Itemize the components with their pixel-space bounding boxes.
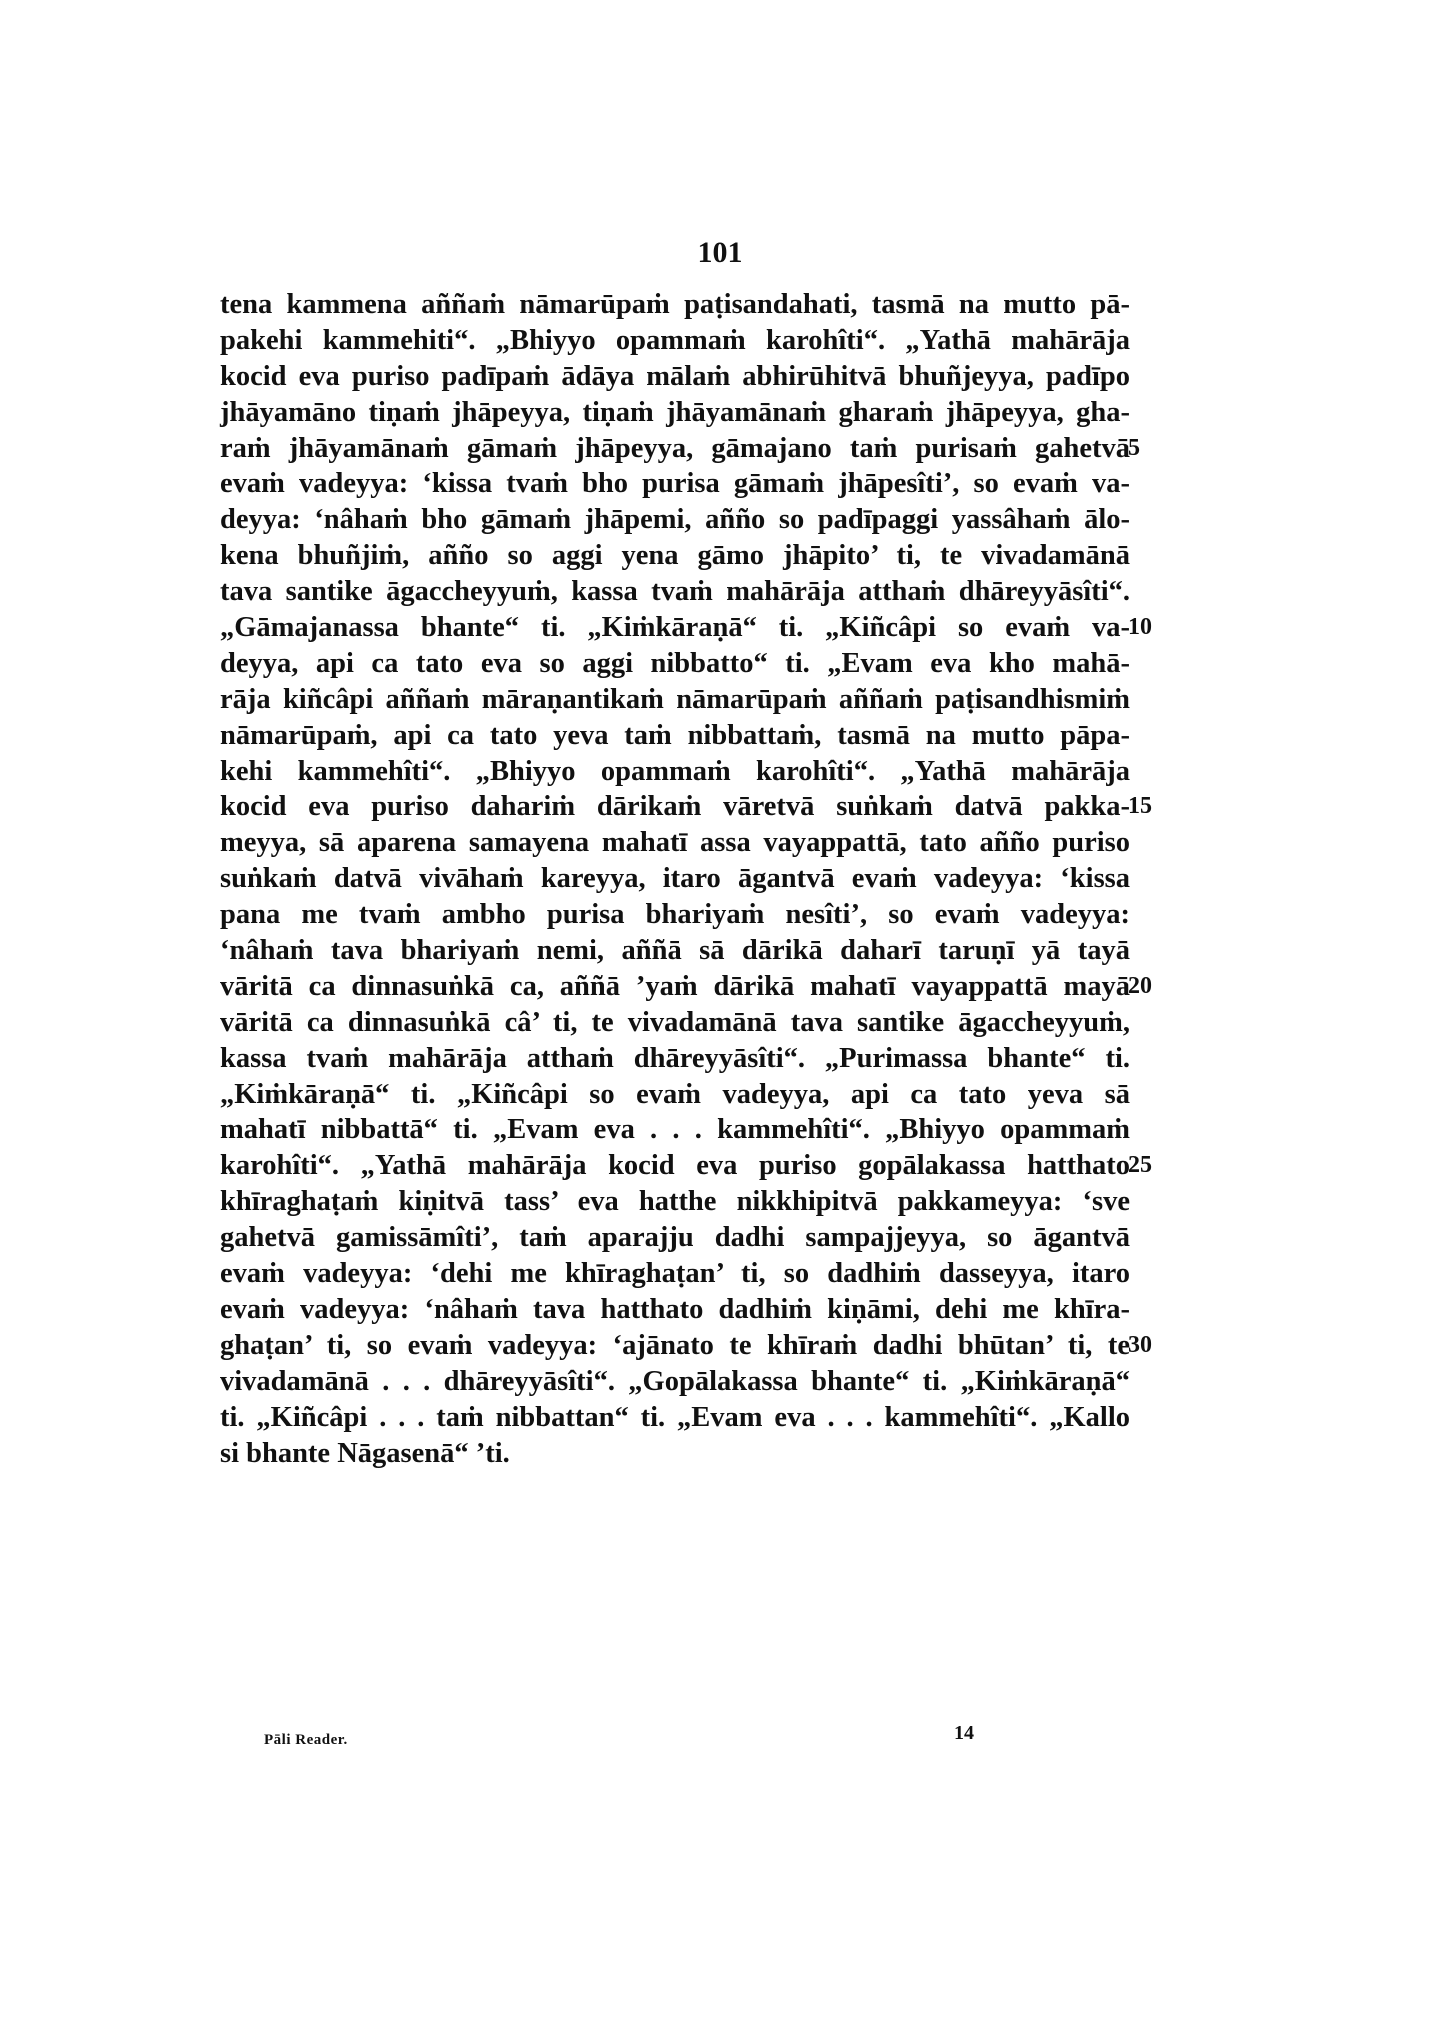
line-text: evaṁ vadeyya: ‘dehi me khīraghaṭan’ ti, so dadhiṁ dasseyya, itaro xyxy=(220,1258,1130,1290)
text-line xyxy=(220,538,1140,574)
signature-mark: 14 xyxy=(954,1722,974,1744)
text-line xyxy=(220,789,1152,825)
text-line xyxy=(220,323,1140,359)
text-line xyxy=(220,431,1140,467)
line-text: ghaṭan’ ti, so evaṁ vadeyya: ‘ajānato te khīraṁ dadhi bhūtan’ ti, te xyxy=(220,1329,1130,1361)
text-line xyxy=(220,359,1140,395)
text-line xyxy=(220,1041,1140,1077)
text-line xyxy=(220,287,1140,323)
line-text: kocid eva puriso dahariṁ dārikaṁ vāretvā suṅkaṁ datvā pakka- xyxy=(220,791,1130,823)
line-text: vivadamānā . . . dhāreyyāsîti“. „Gopālakassa bhante“ ti. „Kiṁkāraṇā“ xyxy=(220,1365,1130,1397)
line-number: 15 xyxy=(1128,793,1152,820)
text-line xyxy=(220,574,1140,610)
text-line xyxy=(220,861,1140,897)
text-line xyxy=(220,1112,1140,1148)
text-line xyxy=(220,897,1140,933)
text-line xyxy=(220,933,1140,969)
line-text: deyya: ‘nâhaṁ bho gāmaṁ jhāpemi, añño so padīpaggi yassâhaṁ ālo- xyxy=(220,504,1130,536)
line-text: deyya, api ca tato eva so aggi nibbatto“ ti. „Evam eva kho mahā- xyxy=(220,647,1130,679)
text-line xyxy=(220,825,1140,861)
line-number: 20 xyxy=(1128,972,1152,999)
line-text: evaṁ vadeyya: ‘nâhaṁ tava hatthato dadhiṁ kiṇāmi, dehi me khīra- xyxy=(220,1293,1130,1325)
text-line xyxy=(220,1436,1140,1472)
line-text: kena bhuñjiṁ, añño so aggi yena gāmo jhāpito’ ti, te vivadamānā xyxy=(220,540,1130,572)
line-text: evaṁ vadeyya: ‘kissa tvaṁ bho purisa gāmaṁ jhāpesîti’, so evaṁ va- xyxy=(220,468,1130,500)
line-text: vāritā ca dinnasuṅkā ca, aññā ’yaṁ dārikā mahatī vayappattā mayā xyxy=(220,970,1130,1002)
text-line xyxy=(220,1220,1140,1256)
text-line xyxy=(220,502,1140,538)
text-line xyxy=(220,969,1152,1005)
text-line xyxy=(220,682,1140,718)
line-number: 10 xyxy=(1128,614,1152,641)
text-line xyxy=(220,610,1152,646)
line-text: khīraghaṭaṁ kiṇitvā tass’ eva hatthe nikkhipitvā pakkameyya: ‘sve xyxy=(220,1186,1130,1218)
line-number: 25 xyxy=(1128,1152,1152,1179)
line-text: kehi kammehîti“. „Bhiyyo opammaṁ karohîti“. „Yathā mahārāja xyxy=(220,755,1130,787)
line-text: kassa tvaṁ mahārāja atthaṁ dhāreyyāsîti“. „Purimassa bhante“ ti. xyxy=(220,1042,1130,1074)
line-text: vāritā ca dinnasuṅkā câ’ ti, te vivadamānā tava santike āgaccheyyuṁ, xyxy=(220,1006,1130,1038)
line-text: ti. „Kiñcâpi . . . taṁ nibbattan“ ti. „Evam eva . . . kammehîti“. „Kallo xyxy=(220,1401,1130,1433)
line-text: pakehi kammehiti“. „Bhiyyo opammaṁ karohîti“. „Yathā mahārāja xyxy=(220,324,1130,356)
text-line xyxy=(220,718,1140,754)
line-text: raṁ jhāyamānaṁ gāmaṁ jhāpeyya, gāmajano taṁ purisaṁ gahetvā xyxy=(220,432,1130,464)
text-line xyxy=(220,1400,1140,1436)
text-line xyxy=(220,1077,1140,1113)
line-text: tena kammena aññaṁ nāmarūpaṁ paṭisandahati, tasmā na mutto pā- xyxy=(220,289,1130,320)
text-line xyxy=(220,1256,1140,1292)
text-line xyxy=(220,1148,1152,1184)
line-text: suṅkaṁ datvā vivāhaṁ kareyya, itaro āgantvā evaṁ vadeyya: ‘kissa xyxy=(220,863,1130,895)
text-line xyxy=(220,1328,1152,1364)
text-line xyxy=(220,1364,1140,1400)
text-line xyxy=(220,646,1140,682)
line-number: 30 xyxy=(1128,1331,1152,1358)
line-text: rāja kiñcâpi aññaṁ māraṇantikaṁ nāmarūpaṁ aññaṁ paṭisandhismiṁ xyxy=(220,683,1130,715)
line-text: pana me tvaṁ ambho purisa bhariyaṁ nesîti’, so evaṁ vadeyya: xyxy=(220,899,1130,931)
line-number: 5 xyxy=(1128,434,1140,461)
page-number: 101 xyxy=(697,236,743,269)
line-text: mahatī nibbattā“ ti. „Evam eva . . . kammehîti“. „Bhiyyo opammaṁ xyxy=(220,1114,1130,1146)
line-text: „Gāmajanassa bhante“ ti. „Kiṁkāraṇā“ ti. „Kiñcâpi so evaṁ va- xyxy=(220,612,1130,644)
line-text: kocid eva puriso padīpaṁ ādāya mālaṁ abhirūhitvā bhuñjeyya, padīpo xyxy=(220,360,1130,392)
text-line xyxy=(220,1292,1140,1328)
line-text: gahetvā gamissāmîti’, taṁ aparajju dadhi sampajjeyya, so āgantvā xyxy=(220,1222,1130,1254)
line-text: „Kiṁkāraṇā“ ti. „Kiñcâpi so evaṁ vadeyya, api ca tato yeva sā xyxy=(220,1078,1130,1110)
line-text: meyya, sā aparena samayena mahatī assa vayappattā, tato añño puriso xyxy=(220,827,1130,859)
line-text: jhāyamāno tiṇaṁ jhāpeyya, tiṇaṁ jhāyamānaṁ gharaṁ jhāpeyya, gha- xyxy=(220,396,1130,428)
line-text: si bhante Nāgasenā“ ’ti. xyxy=(220,1437,510,1469)
text-line xyxy=(220,395,1140,431)
line-text: nāmarūpaṁ, api ca tato yeva taṁ nibbattaṁ, tasmā na mutto pāpa- xyxy=(220,719,1130,751)
text-line xyxy=(220,754,1140,790)
line-text: ‘nâhaṁ tava bhariyaṁ nemi, aññā sā dārikā daharī taruṇī yā tayā xyxy=(220,935,1130,967)
text-line xyxy=(220,1005,1140,1041)
line-text: tava santike āgaccheyyuṁ, kassa tvaṁ mahārāja atthaṁ dhāreyyāsîti“. xyxy=(220,576,1130,608)
footer-book-title: Pāli Reader. xyxy=(264,1732,348,1748)
body-text xyxy=(220,287,1152,1471)
text-line xyxy=(220,1184,1140,1220)
text-line xyxy=(220,466,1140,502)
line-text: karohîti“. „Yathā mahārāja kocid eva puriso gopālakassa hatthato xyxy=(220,1150,1130,1182)
